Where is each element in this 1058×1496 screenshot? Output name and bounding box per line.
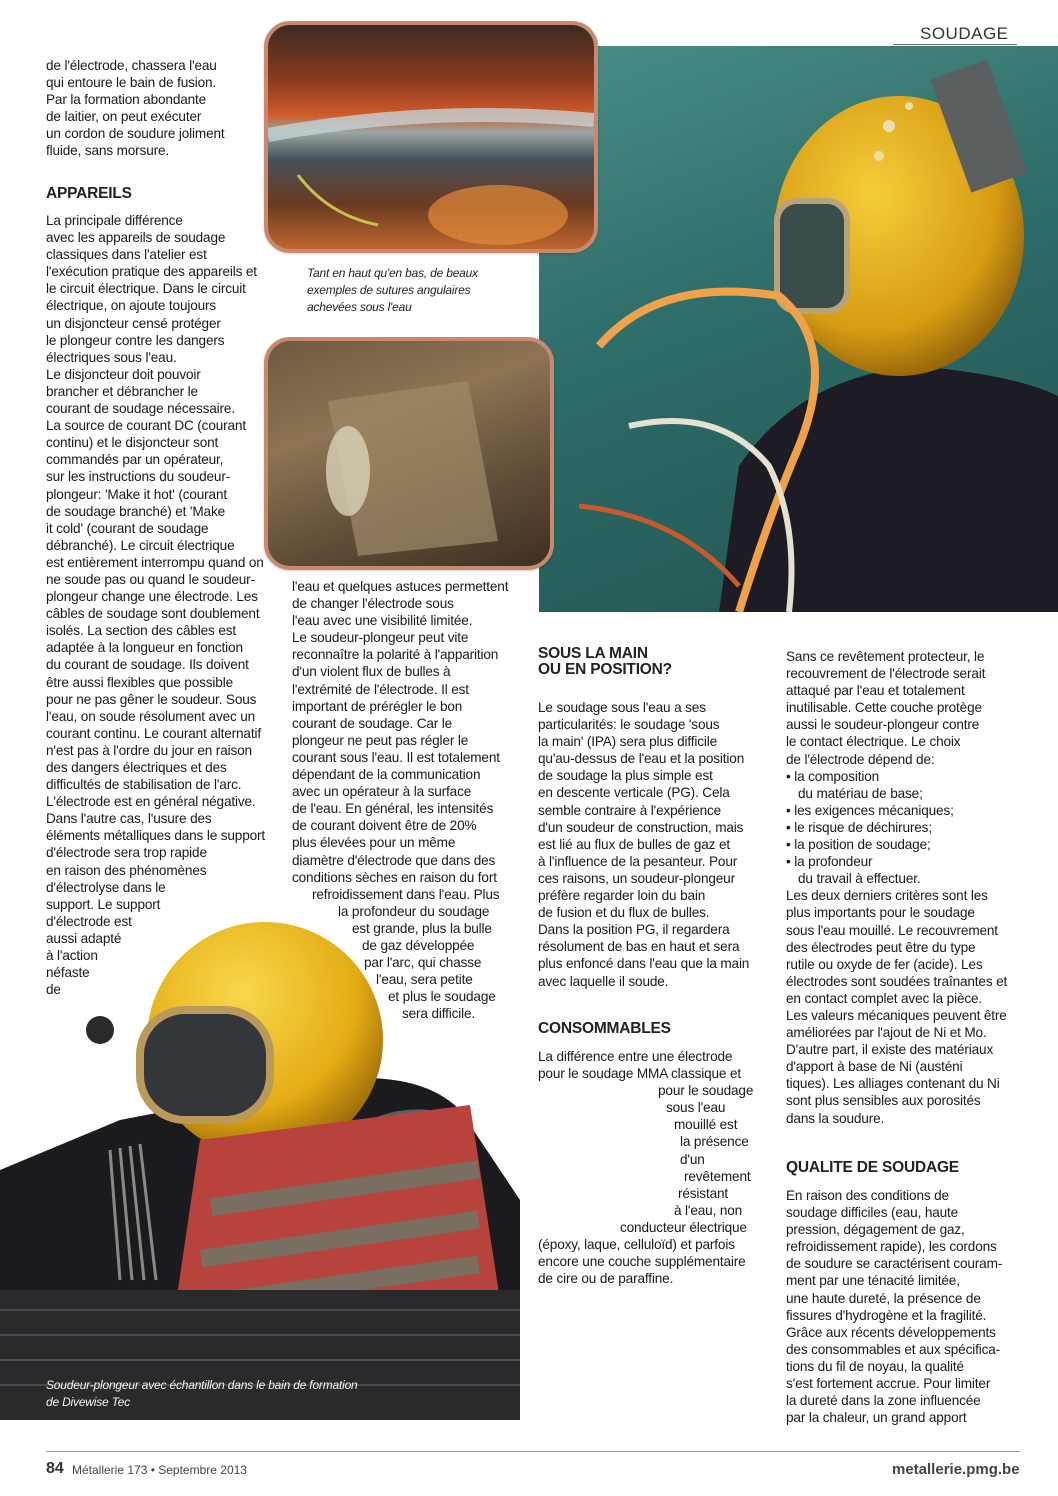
text-line: câbles de soudage sont doublement [46,606,260,622]
text-line: tions du fil de noyau, la qualité [786,1358,964,1374]
text-line: isolés. La section des câbles est [46,623,237,639]
text-line: débranché). Le circuit électrique [46,537,235,553]
text-line: reconnaître la polarité à l'apparition [292,647,499,663]
text-line: fissures d'hydrogène et la fragilité. [786,1307,987,1323]
text-line: de soudage la plus simple est [538,768,713,784]
text-line: sur les instructions du soudeur- [46,469,231,485]
text-line: résolument de bas en haut et sera [538,939,740,955]
text-line: par la chaleur, un grand apport [786,1410,967,1426]
text-line: est grande, plus la bulle [352,920,492,936]
text-line: sous l'eau [666,1100,726,1116]
text-line: recouvrement de l'électrode serait [786,666,986,682]
text-line: à l'eau, non [674,1202,743,1218]
heading-appareils: APPAREILS [46,185,132,202]
col1-intro [46,57,225,160]
text-line: électriques sous l'eau. [46,349,177,365]
text-line: améliorées par l'ajout de Ni et Mo. [786,1025,987,1041]
text-line: courant continu. Le courant alternatif [46,725,261,741]
text-line: Dans l'autre cas, l'usure des [46,811,212,827]
text-line: le plongeur contre les dangers [46,332,225,348]
text-line: revêtement [684,1168,751,1184]
text-line: sous l'eau mouillé. Le recouvrement [786,922,998,938]
heading-line: OU EN POSITION? [538,661,672,678]
text-line: de courant doivent être de 20% [292,818,477,834]
text-line: courant de soudage. Car le [292,715,453,731]
footer-url[interactable]: metallerie.pmg.be [892,1461,1020,1478]
footer-magazine: Métallerie 173 • Septembre 2013 [72,1463,247,1477]
text-line: n'est pas à l'ordre du jour en raison [46,742,252,758]
text-line: La différence entre une électrode [538,1049,733,1064]
text-line: un cordon de soudure joliment [46,126,225,142]
text-line: plus élevées pour un même [292,835,456,851]
text-line: plongeur: 'Make it hot' (courant [46,486,227,502]
heading-consommables: CONSOMMABLES [538,1020,671,1037]
text-line: de changer l'électrode sous [292,596,454,612]
text-line: des dangers électriques et des [46,760,227,775]
text-line: it cold' (courant de soudage [46,520,209,536]
text-line: pour le soudage [658,1083,754,1099]
text-line: la profondeur du soudage [338,903,490,919]
text-line: préfère regarder loin du bain [538,888,706,904]
col2-body [292,578,508,1022]
text-line: l'eau, on soude résolument avec un [46,708,256,724]
text-line: une haute dureté, la présence de [786,1290,981,1306]
col4-body1 [786,648,1007,1127]
heading-sous-la-main [538,646,672,678]
text-line: ne soude pas ou quand le soudeur- [46,571,255,587]
text-line: classiques dans l'atelier est [46,247,207,263]
text-line: de soudage branché) et 'Make [46,503,226,519]
bullet-item: • les exigences mécaniques; [786,802,954,818]
bullet-continuation: du travail à effectuer. [798,871,921,887]
caption-line: Soudeur-plongeur avec échantillon dans le bain de formation [46,1378,358,1392]
text-line: tiques). Les alliages contenant du Ni [786,1076,1000,1092]
text-line: rutile ou oxyde de fer (acide). Les [786,956,983,972]
text-line: résistant [678,1185,729,1201]
text-line: conducteur électrique [620,1219,747,1235]
footer-page-number: 84 [46,1460,64,1477]
text-line: en contact complet avec la pièce. [786,990,983,1006]
text-line: avec laquelle il soude. [538,973,669,989]
text-line: l'eau avec une visibilité limitée. [292,613,473,629]
text-line: l'exécution pratique des appareils et [46,264,257,280]
weld-photo-top [264,21,598,253]
caption-line: exemples de sutures angulaires [307,283,471,297]
text-line: de [46,982,61,998]
text-line: continu) et le disjoncteur sont [46,435,219,451]
text-line: adaptée à la longueur en fonction [46,640,243,656]
text-line: du courant de soudage. Ils doivent [46,657,249,673]
text-line: Le disjoncteur doit pouvoir [46,366,201,382]
header-rule [893,44,1017,45]
text-line: Le soudage sous l'eau a ses [538,700,706,715]
text-line: et plus le soudage [388,989,496,1005]
text-line: qu'au-dessus de l'eau et la position [538,751,745,767]
text-line: pression, dégagement de gaz, [786,1222,965,1238]
text-line: Les valeurs mécaniques peuvent être [786,1007,1007,1023]
text-line: pour le soudage MMA classique et [538,1066,742,1082]
caption-bottom [46,1377,358,1411]
text-line: diamètre d'électrode que dans des [292,852,496,868]
text-line: refroidissement dans l'eau. Plus [312,886,500,902]
bullet-text: les exigences mécaniques; [794,802,954,818]
text-line: difficultés de stabilisation de l'arc. [46,777,242,793]
text-line: refroidissement rapide), les cordons [786,1239,997,1255]
text-line: Les deux derniers critères sont les [786,888,988,904]
text-line: attaqué par l'eau et totalement [786,683,965,699]
col4-body3 [786,1187,1002,1426]
caption-top [307,265,478,316]
text-line: de l'électrode dépend de: [786,751,935,767]
bullet-item: • la composition [786,768,880,784]
text-line: d'un violent flux de bulles à [292,664,451,680]
text-line: qui entoure le bain de fusion. [46,75,217,91]
heading-qualite: QUALITE DE SOUDAGE [786,1159,959,1176]
col3-body1 [538,699,749,990]
text-line: à l'action [46,948,98,964]
text-line: la dureté dans la zone influencée [786,1393,981,1409]
text-line: est lié au flux de bulles de gaz et [538,836,730,852]
text-line: plongeur ne peut pas régler le [292,732,469,748]
text-line: le contact électrique. Le choix [786,734,961,750]
text-line: fluide, sans morsure. [46,143,170,159]
text-line: d'apport à base de Ni (austéni [786,1059,963,1075]
text-line: de fusion et du flux de bulles. [538,905,710,921]
text-line: en descente verticale (PG). Cela [538,785,730,801]
text-line: la présence [680,1134,749,1150]
text-line: l'eau et quelques astuces permettent [292,579,509,594]
text-line: de cire ou de paraffine. [538,1271,674,1287]
text-line: d'un [680,1151,705,1167]
text-line: d'électrode est [46,913,132,929]
text-line: inutilisable. Cette couche protège [786,700,982,716]
text-line: électrodes sont soudées traînantes et [786,973,1008,989]
text-line: de l'eau. En général, les intensités [292,801,494,817]
text-line: Dans la position PG, il regardera [538,922,730,938]
text-line: des électrodes peut être du type [786,939,976,955]
text-line: s'est fortement accrue. Pour limiter [786,1376,991,1392]
text-line: dépendant de la communication [292,767,481,783]
weld-photo-bottom [264,337,554,570]
text-line: semble contraire à l'expérience [538,802,722,818]
bullet-text: le risque de déchirures; [794,819,932,835]
text-line: néfaste [46,965,90,981]
text-line: aussi le soudeur-plongeur contre [786,717,980,733]
text-line: électrique, on ajoute toujours [46,298,217,314]
text-line: sera difficile. [402,1006,476,1022]
text-line: mouillé est [674,1117,738,1133]
text-line: un disjoncteur censé protéger [46,315,221,331]
text-line: plus importants pour le soudage [786,905,975,921]
text-line: en raison des phénomènes [46,862,207,878]
text-line: (époxy, laque, celluloïd) et parfois [538,1237,735,1253]
text-line: d'électrode sera trop rapide [46,845,207,861]
text-line: commandés par un opérateur, [46,452,224,468]
text-line: avec un opérateur à la surface [292,784,472,800]
bullet-item: • la position de soudage; [786,837,931,853]
bullet-text: la profondeur [794,854,873,870]
text-line: Sans ce revêtement protecteur, le [786,649,985,664]
text-line: ment par une ténacité limitée, [786,1273,960,1289]
text-line: particularités: le soudage 'sous [538,717,720,733]
text-line: encore une couche supplémentaire [538,1254,746,1270]
text-line: courant sous l'eau. Il est totalement [292,749,500,765]
text-line: la main' (IPA) sera plus difficile [538,734,718,750]
text-line: l'extrémité de l'électrode. Il est [292,681,469,697]
bullet-item: • le risque de déchirures; [786,819,932,835]
text-line: sont plus sensibles aux porosités [786,1093,981,1109]
footer-rule [46,1451,1020,1452]
text-line: de gaz développée [362,937,475,953]
text-line: En raison des conditions de [786,1188,949,1203]
col3-body2 [538,1048,753,1287]
text-line: important de prérégler le bon [292,698,463,714]
bullet-continuation: du matériau de base; [798,785,923,801]
text-line: avec les appareils de soudage [46,230,226,246]
text-line: d'un soudeur de construction, mais [538,819,744,835]
text-line: plongeur change une électrode. Les [46,589,258,605]
caption-line: achevées sous l'eau [307,300,412,314]
text-line: éléments métalliques dans le support [46,828,266,844]
text-line: ces raisons, un soudeur-plongeur [538,870,735,886]
text-line: soudage difficiles (eau, haute [786,1205,959,1221]
text-line: pour ne pas gêner le soudeur. Sous [46,691,257,707]
text-line: des consommables et aux spécifica- [786,1341,1001,1357]
heading-line: SOUS LA MAIN [538,645,648,662]
text-line: être aussi flexibles que possible [46,674,233,690]
bullet-text: la composition [794,768,880,784]
text-line: plus enfoncé dans l'eau que la main [538,956,750,972]
text-line: l'eau, sera petite [376,972,473,988]
text-line: D'autre part, il existe des matériaux [786,1042,994,1058]
section-label: SOUDAGE [920,24,1009,43]
text-line: à l'influence de la pesanteur. Pour [538,853,738,869]
text-line: support. Le support [46,896,161,912]
text-line: est entièrement interrompu quand on [46,554,264,570]
text-line: conditions sèches en raison du fort [292,869,497,885]
text-line: brancher et débrancher le [46,383,198,399]
col1-body [46,212,265,998]
text-line: L'électrode est en général négative. [46,794,256,810]
text-line: courant de soudage nécessaire. [46,401,235,417]
diver-photo-large [539,46,1058,612]
text-line: de l'électrode, chassera l'eau [46,58,217,73]
bullet-item: • la profondeur [786,854,873,870]
text-line: de soudure se caractérisent couram- [786,1256,1003,1272]
text-line: d'électrolyse dans le [46,879,166,895]
text-line: dans la soudure. [786,1110,885,1126]
text-line: Par la formation abondante [46,92,207,108]
bullet-text: la position de soudage; [794,837,931,853]
text-line: aussi adapté [46,930,122,946]
text-line: Grâce aux récents développements [786,1324,996,1340]
caption-line: Tant en haut qu'en bas, de beaux [307,266,478,280]
caption-line: de Divewise Tec [46,1395,130,1409]
text-line: par l'arc, qui chasse [364,955,482,971]
text-line: Le soudeur-plongeur peut vite [292,630,469,646]
text-line: de laitier, on peut exécuter [46,109,202,125]
text-line: La source de courant DC (courant [46,418,246,434]
text-line: La principale différence [46,213,183,228]
text-line: le circuit électrique. Dans le circuit [46,281,246,297]
